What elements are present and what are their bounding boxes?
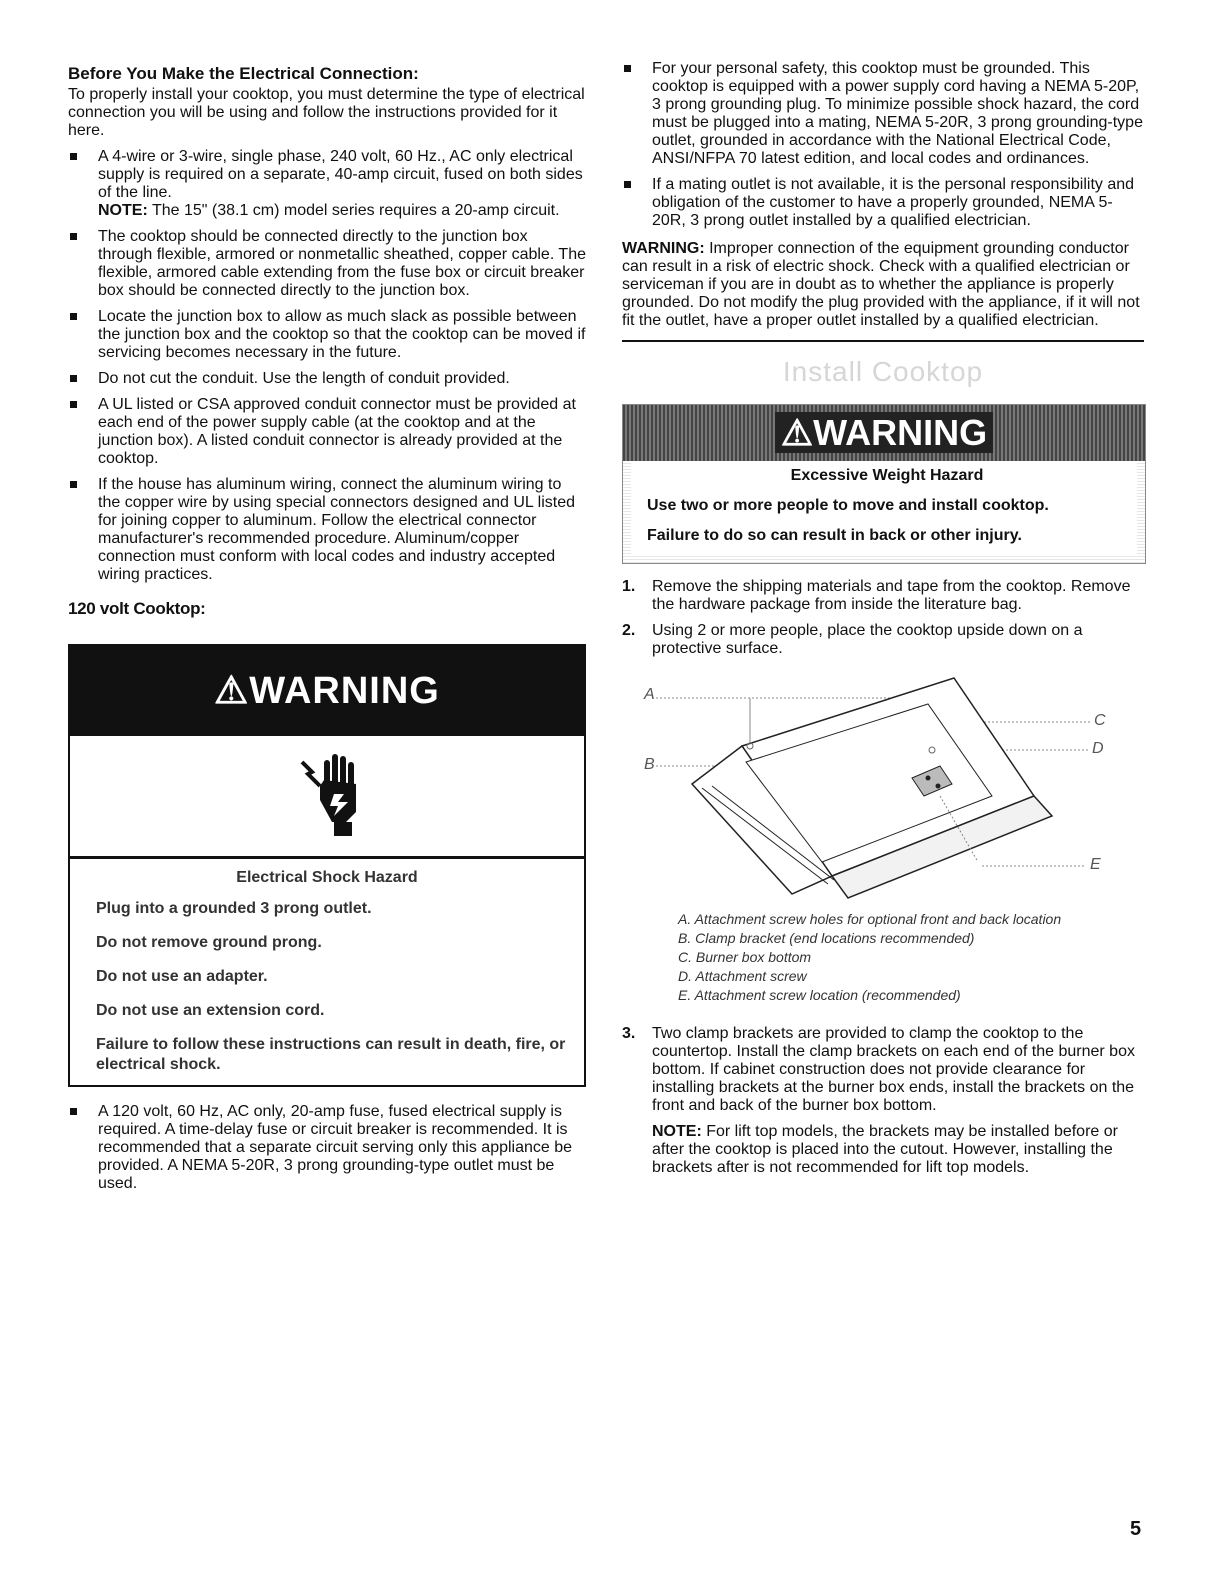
install-steps (622, 578, 1144, 658)
cooktop-upside-down-illustration (622, 666, 1144, 904)
list-item: For your personal safety, this cooktop must be grounded. This cooktop is equipped with a power supply cord having a NEMA 5-20P, 3 prong grounding plug. To minimize possible shock hazard, the cord must be plugged into a mating, NEMA 5-20R, 3 prong grounding-type outlet, grounded in accordance with the National Electrical Code, ANSI/NFPA 70 latest edition, and local codes and ordinances. (622, 60, 1144, 168)
section-divider (622, 340, 1144, 342)
step-number: 2. (622, 622, 636, 639)
step-number: 3. (622, 1025, 636, 1042)
label-e: E (1090, 856, 1101, 873)
cooktop-bracket-diagram (622, 666, 1144, 904)
warning-line: Failure to follow these instructions can result in death, fire, or electrical shock. (96, 1036, 566, 1073)
shock-hazard-graphic (70, 736, 584, 859)
bullet-icon (70, 233, 77, 240)
warning-line: Do not remove ground prong. (96, 934, 322, 951)
excessive-weight-warning-box (622, 404, 1146, 564)
page-number: 5 (1130, 1518, 1142, 1540)
warning-line: Failure to do so can result in back or other injury. (647, 527, 1022, 544)
section-heading: Before You Make the Electrical Connection: (68, 64, 419, 83)
bullet-icon (624, 181, 631, 188)
step-number: 1. (622, 578, 636, 595)
step-text: Using 2 or more people, place the cooktop upside down on a protective surface. (652, 622, 1083, 657)
warning-label: WARNING: (622, 240, 705, 257)
step-text: Two clamp brackets are provided to clamp the cooktop to the countertop. Install the clamp brackets on each end of the burner box bottom. If cabinet construction does not provide clearance for installing brackets at the burner box ends, install the brackets on the front and back of the burner box bottom. (652, 1025, 1135, 1114)
bullet-icon (70, 1108, 77, 1115)
list-item: A UL listed or CSA approved conduit connector must be provided at each end of the power supply cable (at the cooktop and at the junction box). A listed conduit connector is already provided at the cooktop. (68, 396, 586, 468)
120v-requirements-list (68, 1103, 586, 1193)
warning-banner (623, 405, 1145, 461)
subheading-120v: 120 volt Cooktop: (68, 599, 206, 618)
bullet-icon (70, 481, 77, 488)
list-item: If a mating outlet is not available, it is the personal responsibility and obligation of the customer to have a properly grounded, NEMA 5-20R, 3 prong outlet installed by a qualified electrician. (622, 176, 1144, 230)
electrical-requirements-list (68, 148, 586, 584)
step-item (622, 622, 1144, 658)
caption-item: A. Attachment screw holes for optional front and back location (678, 911, 1062, 927)
list-item: The cooktop should be connected directly to the junction box through flexible, armored or nonmetallic sheathed, copper cable. The flexible, armored cable extending from the fuse box or circuit breaker box should be connected directly to the junction box. (68, 228, 586, 300)
warning-banner-text: ⚠WARNING (775, 412, 993, 453)
list-item: Do not cut the conduit. Use the length of conduit provided. (68, 370, 586, 388)
bullet-icon (70, 153, 77, 160)
install-cooktop-title: Install Cooktop (782, 356, 984, 387)
install-steps-continued (622, 1025, 1144, 1177)
warning-text: Improper connection of the equipment grounding conductor can result in a risk of electric shock. Check with a qualified electrician or serviceman if you are in doubt as to whether the appliance is properly grounded. Do not modify the plug provided with the appliance, if it will not fit the outlet, have a proper outlet installed by a qualified electrician. (622, 240, 1140, 329)
note-label: NOTE: (98, 202, 148, 219)
warning-line: Use two or more people to move and install cooktop. (647, 497, 1049, 514)
note-label: NOTE: (652, 1123, 702, 1140)
figure-captions (678, 910, 1144, 1005)
grounding-list (622, 60, 1144, 230)
caption-item: E. Attachment screw location (recommended) (678, 987, 961, 1003)
warning-text-block (70, 859, 584, 1085)
warning-text-block (631, 461, 1137, 555)
electrical-shock-warning-box (68, 644, 586, 1087)
hazard-title: Excessive Weight Hazard (790, 467, 984, 484)
hazard-title: Electrical Shock Hazard (236, 869, 418, 886)
step-text: Remove the shipping materials and tape from the cooktop. Remove the hardware package from inside the literature bag. (652, 578, 1131, 613)
step-note (652, 1123, 1144, 1177)
label-d: D (1092, 740, 1104, 757)
list-item: Locate the junction box to allow as much slack as possible between the junction box and the cooktop so that the cooktop can be moved if servicing becomes necessary in the future. (68, 308, 586, 362)
caption-item: D. Attachment screw (678, 968, 807, 984)
note-text: For lift top models, the brackets may be installed before or after the cooktop is placed into the cutout. However, installing the brackets after is not recommended for lift top models. (652, 1123, 1118, 1176)
label-a: A (644, 686, 655, 703)
list-item: If the house has aluminum wiring, connect the aluminum wiring to the copper wire by using special connectors designed and UL listed for joining copper to aluminum. Follow the electrical connector manufacturer's recommended procedure. Aluminum/copper connection must conform with local codes and industry accepted wiring practices. (68, 476, 586, 584)
caption-item: C. Burner box bottom (678, 949, 812, 965)
warning-line: Do not use an extension cord. (96, 1002, 325, 1019)
bullet-icon (70, 401, 77, 408)
caption-item: B. Clamp bracket (end locations recommended) (678, 930, 975, 946)
bullet-icon (70, 375, 77, 382)
grounding-warning-paragraph (622, 240, 1144, 330)
list-item: A 4-wire or 3-wire, single phase, 240 volt, 60 Hz., AC only electrical supply is required on a separate, 40-amp circuit, fused on both sides of the line. NOTE: The 15" (38.1 cm) model series requires a 20-amp circuit. (68, 148, 586, 220)
bullet-icon (70, 313, 77, 320)
label-c: C (1094, 712, 1106, 729)
warning-banner: ⚠WARNING (70, 646, 584, 736)
step-item (622, 1025, 1144, 1177)
note-text: The 15" (38.1 cm) model series requires a 20-amp circuit. (147, 202, 560, 219)
right-column (622, 60, 1144, 1185)
warning-line: Do not use an adapter. (96, 968, 268, 985)
step-item (622, 578, 1144, 614)
label-b: B (644, 756, 655, 773)
electric-shock-hand-icon (298, 750, 368, 845)
left-column (68, 60, 586, 1193)
intro-paragraph: To properly install your cooktop, you must determine the type of electrical connection you will be using and follow the instructions provided for it here. (68, 86, 585, 139)
bullet-icon (624, 65, 631, 72)
list-item: A 120 volt, 60 Hz, AC only, 20-amp fuse, fused electrical supply is required. A time-delay fuse or circuit breaker is recommended. It is recommended that a separate circuit serving only this appliance be provided. A NEMA 5-20R, 3 prong grounding-type outlet must be used. (68, 1103, 586, 1193)
warning-line: Plug into a grounded 3 prong outlet. (96, 900, 372, 917)
